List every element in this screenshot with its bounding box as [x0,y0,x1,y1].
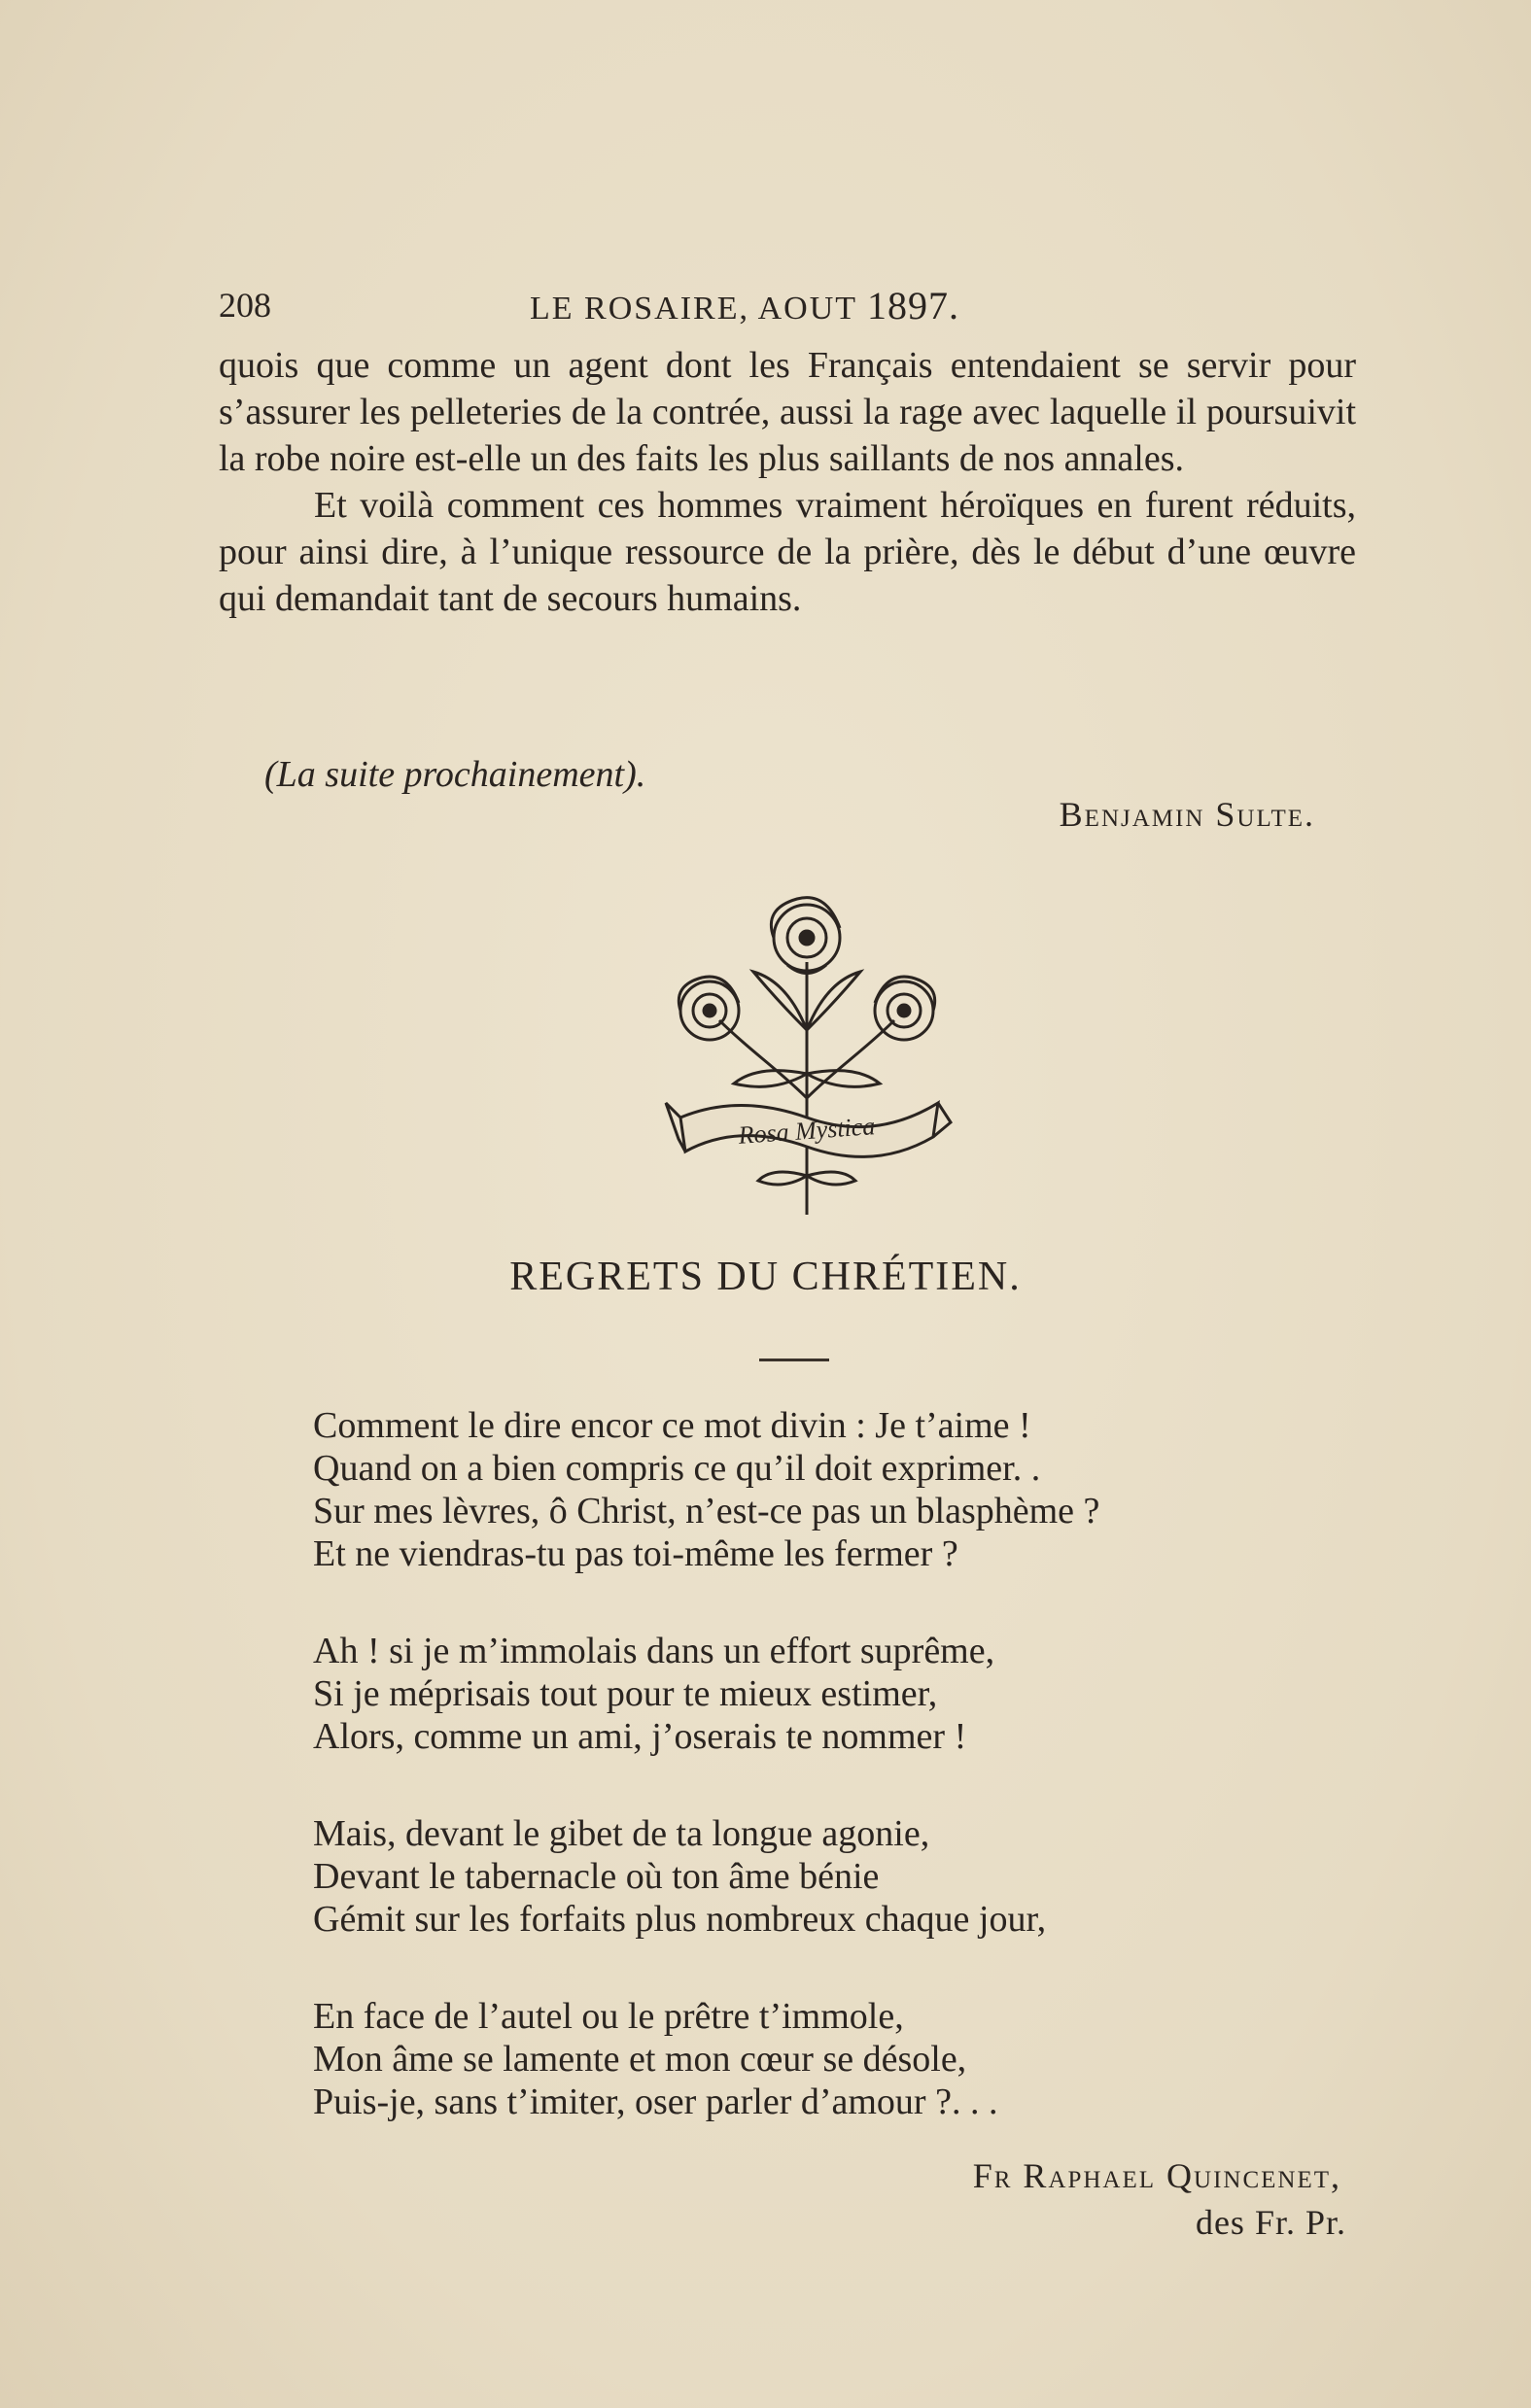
poem-line: En face de l’autel ou le prêtre t’immole, [313,1996,904,2037]
poem-body [313,1404,1382,2178]
page-header [219,277,1366,326]
poem-line: Gémit sur les forfaits plus nombreux chaque jour, [313,1899,1047,1940]
poem-line: Devant le tabernacle où ton âme bénie [313,1856,880,1897]
poem-line: Comment le dire encor ce mot divin : Je t’aime ! [313,1405,1031,1446]
poem-line: Ah ! si je m’immolais dans un effort suprême, [313,1631,995,1671]
poem-line: Puis-je, sans t’imiter, oser parler d’amour ?. . . [313,2081,998,2122]
running-head-title: LE ROSAIRE, AOUT [530,291,857,327]
stanza [313,1404,1382,1575]
poem-title: REGRETS DU CHRÉTIEN. [509,1255,1022,1299]
paragraph: quois que comme un agent dont les Français entendaient se servir pour s’assurer les pelleteries de la contrée, aussi la rage avec laquelle il poursuivit la robe noire est-elle un des faits les plus saillants de nos annales. [219,345,1356,479]
poem-line: Mais, devant le gibet de ta longue agonie, [313,1813,930,1854]
continued-note: (La suite prochainement). [264,754,646,795]
page-number: 208 [219,286,271,325]
running-head-year: 1897. [866,284,959,327]
paragraph: Et voilà comment ces hommes vraiment héroïques en furent réduits, pour ainsi dire, à l’unique ressource de la prière, dès le début d’une œuvre qui demandait tant de secours humains. [219,485,1356,619]
stanza [313,1812,1382,1941]
stanza [313,1630,1382,1758]
poem-signature-affiliation: des Fr. Pr. [1195,2203,1346,2242]
poem-line: Si je méprisais tout pour te mieux estimer, [313,1673,938,1714]
stanza [313,1995,1382,2123]
poem-line: Et ne viendras-tu pas toi-même les fermer ? [313,1533,958,1574]
poem-signature: Fr Raphael Quincenet, [972,2156,1341,2195]
poem-line: Mon âme se lamente et mon cœur se désole, [313,2039,967,2080]
article-body [219,342,1356,622]
emblem-banner-text: Rosa Mystica [737,1112,877,1150]
poem-line: Alors, comme un ami, j’oserais te nommer ! [313,1716,967,1757]
rose-emblem-icon [661,884,953,1229]
article-author: Benjamin Sulte. [1059,795,1315,834]
divider [759,1359,829,1361]
poem-line: Sur mes lèvres, ô Christ, n’est-ce pas un blasphème ? [313,1491,1100,1531]
running-head [530,283,959,328]
poem-line: Quand on a bien compris ce qu’il doit exprimer. . [313,1448,1041,1489]
